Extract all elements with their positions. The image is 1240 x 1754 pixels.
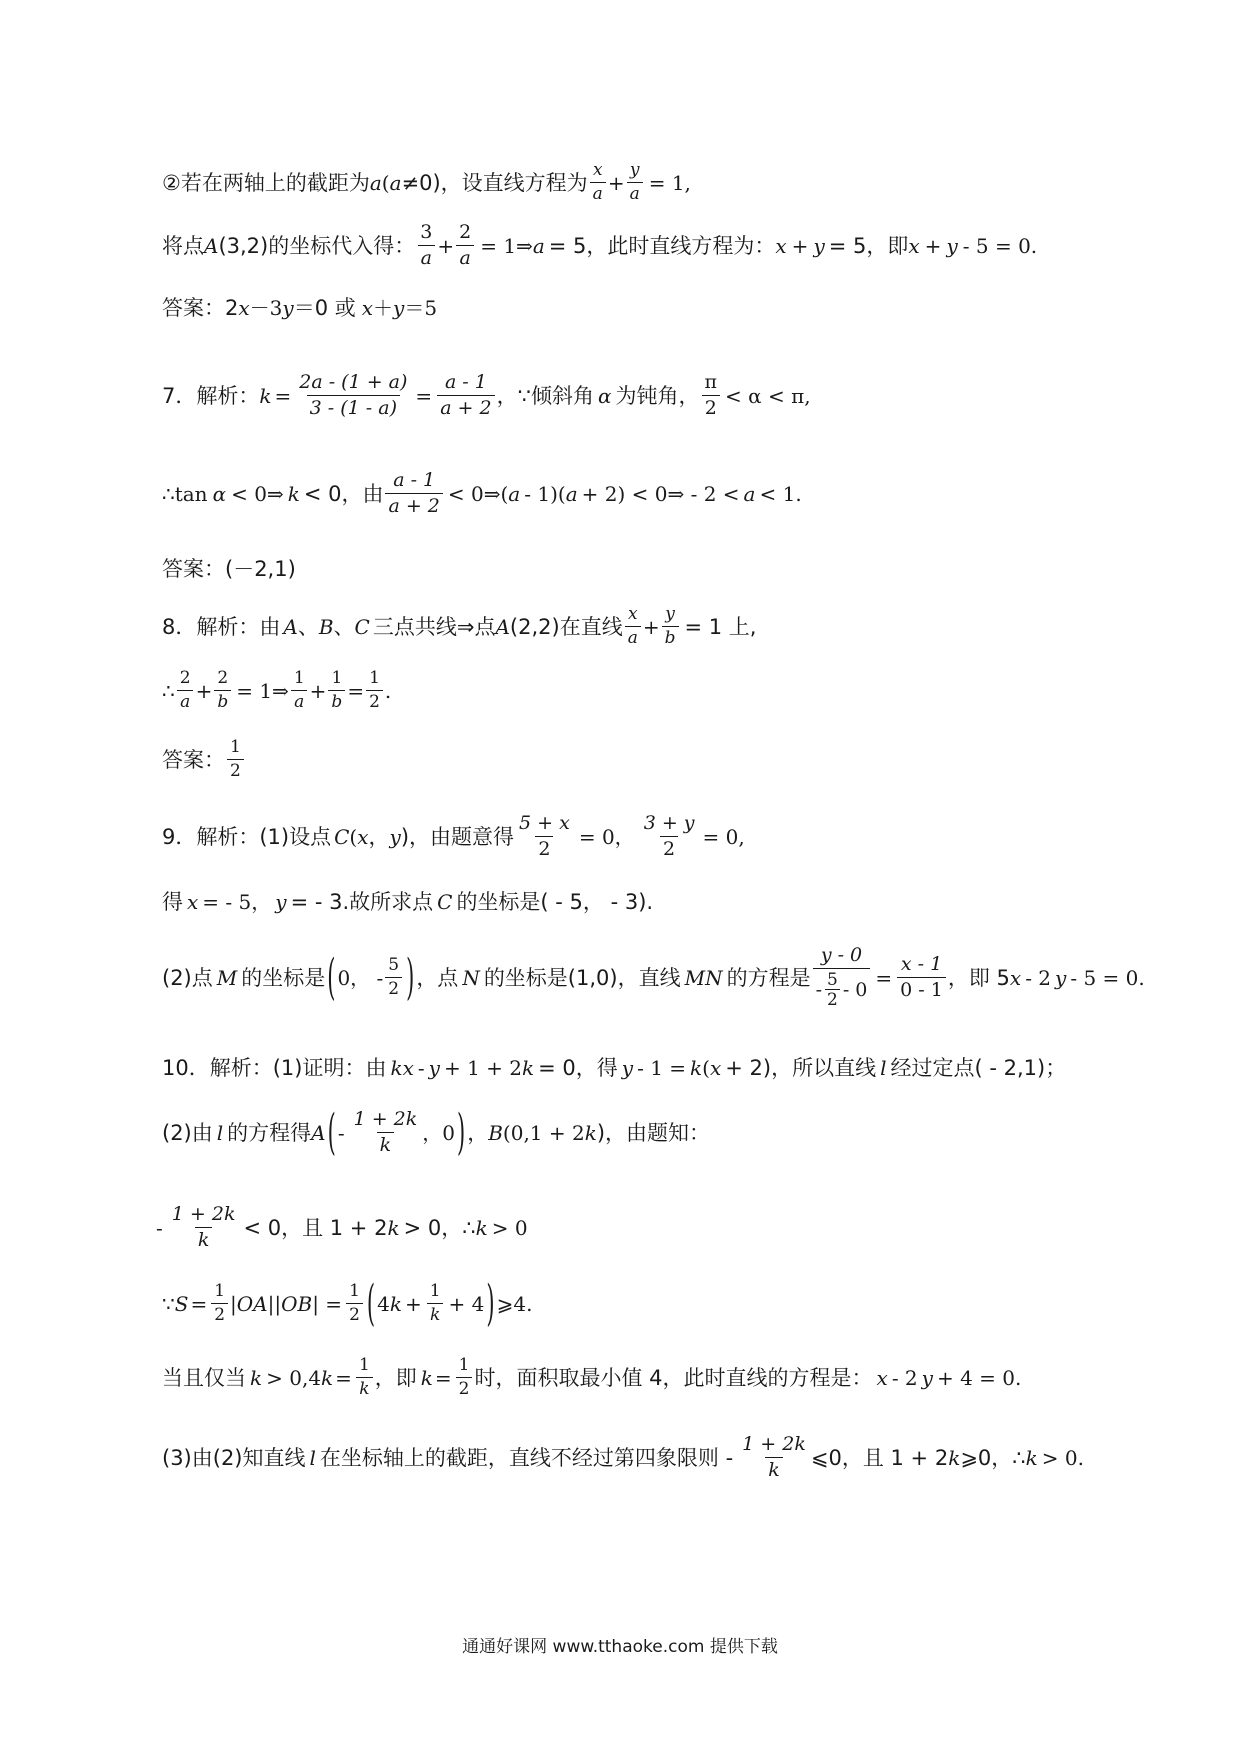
math-var: OA [236, 1292, 268, 1316]
math-text: < 1. [759, 482, 802, 506]
math-var: x [709, 1056, 722, 1080]
math-var: N [462, 966, 480, 990]
math-op: + [791, 234, 809, 258]
text: = 5，此时直线方程为： [548, 233, 776, 258]
fraction: $\frac{2}{a}$ [456, 223, 474, 269]
math-op: = [347, 679, 365, 703]
fraction: $\frac{\pi}{2}$ [702, 373, 721, 419]
text: 经过定点( - 2,1)； [890, 1055, 1067, 1080]
math-var: k [250, 1366, 263, 1390]
math-var: y [813, 234, 825, 258]
math-op: + [195, 679, 213, 703]
text: ⩾0，∴ [960, 1445, 1026, 1470]
text: 的坐标是 [241, 965, 326, 990]
math-op: - [337, 1121, 345, 1145]
math-var: x [238, 296, 250, 320]
text: < 0，由 [303, 481, 384, 506]
math-text: 0， - [337, 966, 384, 990]
math-var: y [921, 1366, 933, 1390]
math-var: y [282, 296, 294, 320]
math-text: + 4 [448, 1292, 485, 1316]
math-op: + [924, 234, 942, 258]
fraction: $\frac{5}{2}$ [385, 957, 402, 999]
text: ( [381, 171, 390, 195]
fraction: $\frac{5 + x}{2}$ [519, 812, 570, 860]
text: ②若在两轴上的截距为 [162, 170, 370, 195]
math-var: y [1055, 966, 1067, 990]
text: ， [368, 824, 390, 849]
math-text: - 5 = 0. [962, 234, 1038, 258]
fraction: $\frac{x}{a}$ [590, 162, 606, 204]
text-line [162, 1100, 1200, 1166]
math-op: - [156, 1216, 163, 1240]
math-var: A [283, 615, 298, 639]
math-var: C [354, 615, 370, 639]
page-footer: 通通好课网 www.tthaoke.com 提供下载 [462, 1637, 778, 1657]
text-line [162, 602, 1200, 652]
math-text: + 1 + 2 [443, 1056, 522, 1080]
text: (2)点 [162, 965, 213, 990]
math-var: l [309, 1446, 316, 1470]
text: 为钝角， [615, 383, 700, 408]
math-text: = 1, [648, 171, 691, 195]
math-var: k [387, 1216, 400, 1240]
text-line [162, 160, 1200, 206]
answer-line [162, 292, 1200, 324]
math-var: α [597, 384, 612, 408]
left-paren: ( [327, 1104, 336, 1160]
text: ，即 [374, 1365, 417, 1390]
math-text: = 1⇒ [236, 679, 289, 703]
right-paren: ) [406, 949, 415, 1005]
text-line [162, 1350, 1200, 1406]
math-var: A [204, 234, 219, 258]
math-text: = 0， [578, 825, 635, 849]
math-var: B [488, 1121, 503, 1145]
math-text: . [384, 679, 392, 703]
fraction: $\frac{a - 1}{a + 2}$ [385, 471, 442, 517]
fraction: $\frac{y}{a}$ [627, 162, 643, 204]
math-var: l [880, 1056, 887, 1080]
math-text: ( [349, 825, 358, 849]
math-var: a [508, 482, 521, 506]
math-text: | [230, 1292, 237, 1316]
math-op: + [607, 171, 625, 195]
text: )，由题知： [596, 1120, 711, 1145]
math-text: + 4 = 0. [936, 1366, 1022, 1390]
math-var: l [216, 1121, 224, 1145]
math-var: a [565, 482, 578, 506]
text: )，由题意得 [400, 824, 515, 849]
text: 得 [162, 889, 183, 914]
text: = 1 上, [684, 614, 757, 639]
fraction: $\frac{3}{a}$ [417, 223, 435, 269]
fraction: $\frac{1}{2}$ [211, 1283, 228, 1325]
text-line [156, 1200, 1200, 1256]
math-text: (0,1 + 2 [502, 1121, 585, 1145]
math-text: = - 5， [202, 890, 272, 914]
math-text: －3 [249, 296, 283, 320]
text: = 0，得 [538, 1055, 618, 1080]
fraction: $\frac{2}{a}$ [177, 670, 194, 712]
text: = 5，即 [828, 233, 909, 258]
fraction: $\frac{1}{2}$ [366, 670, 383, 712]
math-var: A [311, 1121, 326, 1145]
text: > 0，∴ [403, 1215, 476, 1240]
math-var: x [1009, 966, 1022, 990]
text: 10．解析：(1)证明：由 [162, 1055, 387, 1080]
math-op: + [437, 234, 455, 258]
math-text: ∴tan [162, 482, 208, 506]
math-var: x [357, 825, 369, 849]
text: (3,2)的坐标代入得： [218, 233, 416, 258]
text: 三点共线⇒点 [372, 614, 496, 639]
math-text: + 2) < 0⇒ - 2 < [581, 482, 740, 506]
math-var: α [212, 482, 227, 506]
math-var: k [1025, 1446, 1038, 1470]
text-line [162, 368, 1200, 424]
text: 当且仅当 [162, 1365, 246, 1390]
math-var: k [475, 1216, 488, 1240]
math-op: = [875, 966, 893, 990]
math-var: k [287, 482, 300, 506]
math-var: S [174, 1292, 189, 1316]
math-var: a [369, 171, 382, 195]
math-var: k [690, 1056, 703, 1080]
math-var: x [361, 296, 374, 320]
math-var: kx [390, 1056, 414, 1080]
text: (3)由(2)知直线 [162, 1445, 306, 1470]
math-var: C [437, 890, 453, 914]
text: = - 3.故所求点 [290, 889, 434, 914]
text: 9．解析：(1)设点 [162, 824, 332, 849]
text-line [162, 810, 1200, 864]
math-var: y [428, 1056, 440, 1080]
math-var: y [946, 234, 958, 258]
answer-line [162, 553, 1200, 585]
text: (2,2)在直线 [509, 614, 623, 639]
math-text: - 2 [891, 1366, 918, 1390]
math-op: - [417, 1056, 425, 1080]
math-text: - 1)( [524, 482, 566, 506]
text-line [162, 940, 1200, 1016]
math-text: = 0, [702, 825, 745, 849]
fraction: $\frac{3 + y}{2}$ [643, 812, 695, 860]
math-op: = [274, 384, 292, 408]
text: 时，面积取最小值 4，此时直线的方程是： [474, 1365, 873, 1390]
math-var: OB [281, 1292, 313, 1316]
text: ，即 5 [947, 965, 1010, 990]
text: 将点 [162, 233, 204, 258]
text: ⩽0，且 1 + 2 [810, 1445, 949, 1470]
math-var: k [259, 384, 272, 408]
text: 8．解析：由 [162, 614, 281, 639]
text: 的坐标是( - 5， - 3). [456, 889, 654, 914]
fraction: $\frac{1}{2}$ [227, 739, 244, 781]
math-op: + [404, 1292, 422, 1316]
right-paren: ) [486, 1275, 495, 1331]
math-var: C [334, 825, 350, 849]
text: 、 [333, 614, 355, 639]
text: 在坐标轴上的截距，直线不经过第四象限则 - [319, 1445, 734, 1470]
math-text: - 2 [1025, 966, 1052, 990]
math-var: x [876, 1366, 888, 1390]
math-text: > 0 [491, 1216, 528, 1240]
fraction: $\frac{1}{b}$ [328, 670, 345, 712]
text: ， [467, 1120, 489, 1145]
math-var: M [216, 966, 238, 990]
math-op: + [309, 679, 327, 703]
math-text: - 1 = [637, 1056, 687, 1080]
fraction: $\frac{y}{b}$ [662, 606, 679, 648]
text: ≠0)，设直线方程为 [401, 170, 588, 195]
math-var: MN [684, 966, 723, 990]
math-var: y [393, 296, 405, 320]
math-var: k [584, 1121, 597, 1145]
math-var: y [389, 825, 401, 849]
math-text: > 0,4 [266, 1366, 322, 1390]
text: 7．解析： [162, 383, 260, 408]
text-line [162, 466, 1200, 522]
math-text: ∵ [162, 1292, 175, 1316]
math-var: x [908, 234, 920, 258]
fraction: y - 0 - $\frac{5}{2}$ - 0 [813, 946, 871, 1011]
math-text: || [267, 1292, 282, 1316]
math-text: ∴ [162, 679, 175, 703]
math-var: k [389, 1292, 402, 1316]
math-text: ，0 [422, 1121, 456, 1145]
math-text: < 0⇒ [231, 482, 284, 506]
fraction: $\frac{1}{k}$ [427, 1283, 444, 1325]
math-op: = [335, 1366, 352, 1390]
text: + 2)，所以直线 [725, 1055, 877, 1080]
math-text: ⩾4. [496, 1292, 533, 1316]
math-text: < α < π, [725, 384, 811, 408]
math-var: a [389, 171, 402, 195]
math-var: y [275, 890, 287, 914]
fraction: $\frac{1}{a}$ [291, 670, 308, 712]
fraction: $\frac{1}{2}$ [346, 1283, 363, 1325]
answer-line [162, 735, 1200, 785]
right-paren: ) [457, 1104, 466, 1160]
math-var: k [420, 1366, 433, 1390]
fraction: $\frac{1}{k}$ [356, 1357, 373, 1399]
math-var: x [187, 890, 199, 914]
math-op: = [415, 384, 433, 408]
math-var: A [495, 615, 510, 639]
fraction: $\frac{2}{b}$ [214, 670, 231, 712]
text: ＝0 或 [293, 295, 356, 320]
text: 的方程得 [227, 1120, 312, 1145]
math-var: k [321, 1366, 334, 1390]
text: ，点 [416, 965, 459, 990]
math-var: a [532, 234, 545, 258]
math-var: k [948, 1446, 961, 1470]
math-op: ＋ [373, 296, 394, 320]
text: 答案：2 [162, 295, 239, 320]
text: (2)由 [162, 1120, 213, 1145]
math-var: x [775, 234, 787, 258]
text: 、 [297, 614, 319, 639]
math-text: | = [312, 1292, 343, 1316]
math-var: y [621, 1056, 634, 1080]
text: 的方程是 [726, 965, 811, 990]
left-paren: ( [366, 1275, 376, 1331]
text-line [162, 1052, 1200, 1084]
text-line [162, 666, 1200, 716]
fraction: $\frac{1}{2}$ [456, 1357, 473, 1399]
math-text: 4 [377, 1292, 390, 1316]
math-var: a [743, 482, 756, 506]
math-op: = [190, 1292, 208, 1316]
text-line [162, 223, 1200, 269]
math-op: = [434, 1366, 452, 1390]
math-op: + [642, 615, 660, 639]
fraction: $\frac{x}{a}$ [625, 606, 641, 648]
fraction: $\frac{1 + 2k}{k}$ [353, 1108, 418, 1156]
math-text: ＝5 [404, 296, 438, 320]
text-line [162, 1430, 1200, 1486]
math-text: = 1⇒ [480, 234, 533, 258]
fraction: $\frac{1 + 2k}{k}$ [742, 1433, 806, 1481]
math-text: < 0⇒( [447, 482, 509, 506]
text-line [162, 1276, 1200, 1332]
text-line [162, 886, 1200, 918]
fraction: $\frac{a - 1}{a + 2}$ [437, 373, 494, 419]
text: 答案：(－2,1) [162, 556, 296, 581]
fraction: $\frac{1 + 2k}{k}$ [171, 1203, 236, 1251]
text: 答案： [162, 747, 225, 772]
math-var: B [318, 615, 334, 639]
math-var: k [522, 1056, 535, 1080]
text: ，∵倾斜角 [496, 383, 594, 408]
fraction: $\frac{2a - (1 + a)}{3 - (1 - a)}$ [299, 371, 408, 419]
text: < 0，且 1 + 2 [243, 1215, 388, 1240]
math-text: - 5 = 0. [1070, 966, 1145, 990]
text: 的坐标是(1,0)，直线 [483, 965, 681, 990]
math-text: ( [702, 1056, 710, 1080]
math-text: > 0. [1041, 1446, 1084, 1470]
fraction: $\frac{x - 1}{0 - 1}$ [897, 955, 946, 1001]
left-paren: ( [327, 949, 336, 1005]
